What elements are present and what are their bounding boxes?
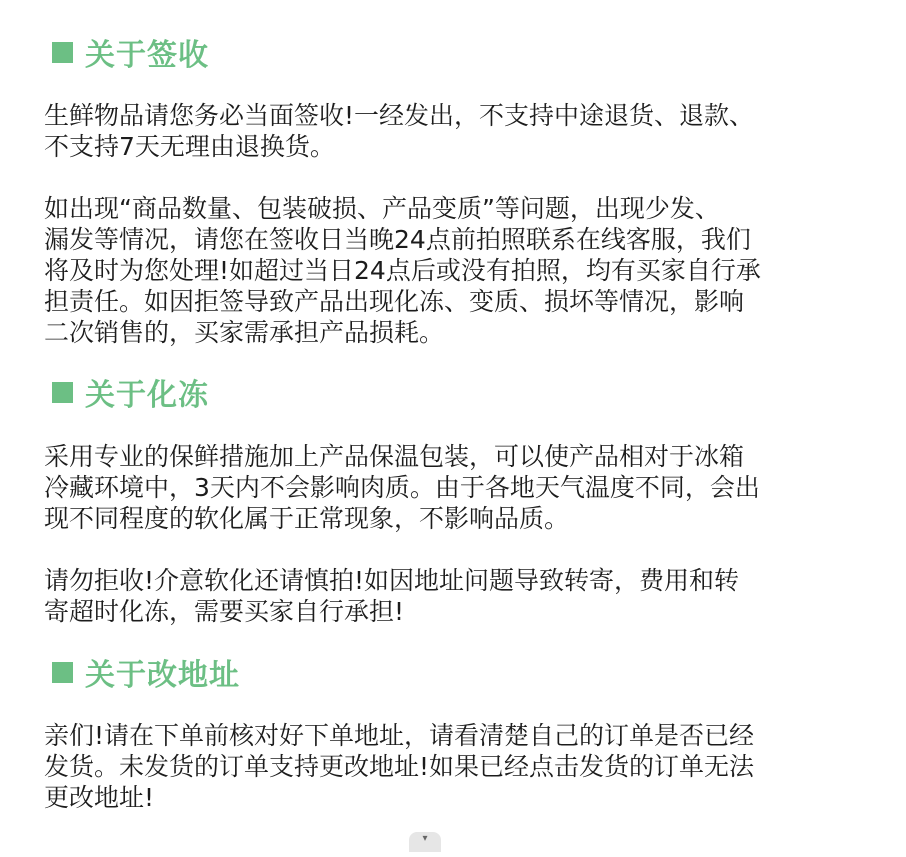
text-line: 现不同程度的软化属于正常现象，不影响品质。 [44, 504, 570, 533]
paragraph [44, 565, 844, 627]
text-line: 请勿拒收!介意软化还请慎拍!如因地址问题导致转寄，费用和转 [44, 566, 740, 595]
section-heading-address [52, 650, 240, 694]
scroll-down-button[interactable] [409, 832, 441, 852]
text-line: 如出现“商品数量、包装破损、产品变质”等问题，出现少发、 [44, 194, 720, 223]
text-line: 发货。未发货的订单支持更改地址!如果已经点击发货的订单无法 [44, 752, 755, 781]
paragraph [44, 193, 844, 348]
text-line: 不支持7天无理由退换货。 [44, 132, 335, 161]
square-bullet-icon [52, 662, 73, 683]
paragraph [44, 441, 844, 534]
text-line: 冷藏环境中，3天内不会影响肉质。由于各地天气温度不同，会出 [44, 473, 760, 502]
section-title: 关于化冻 [85, 378, 209, 413]
text-line: 采用专业的保鲜措施加上产品保温包装，可以使产品相对于冰箱 [44, 442, 745, 471]
text-line: 生鲜物品请您务必当面签收!一经发出，不支持中途退货、退款、 [44, 101, 755, 130]
text-line: 更改地址! [44, 783, 155, 812]
paragraph [44, 720, 844, 813]
text-line: 二次销售的，买家需承担产品损耗。 [44, 318, 445, 347]
section-title: 关于签收 [85, 38, 209, 73]
text-line: 担责任。如因拒签导致产品出现化冻、变质、损坏等情况，影响 [44, 287, 745, 316]
text-line: 亲们!请在下单前核对好下单地址，请看清楚自己的订单是否已经 [44, 721, 755, 750]
text-line: 寄超时化冻，需要买家自行承担! [44, 597, 405, 626]
section-heading-thawing [52, 370, 209, 414]
square-bullet-icon [52, 382, 73, 403]
section-title: 关于改地址 [85, 658, 240, 693]
text-line: 将及时为您处理!如超过当日24点后或没有拍照，均有买家自行承 [44, 256, 761, 285]
chevron-down-icon: ▾ [422, 833, 428, 844]
text-line: 漏发等情况，请您在签收日当晚24点前拍照联系在线客服，我们 [44, 225, 751, 254]
paragraph [44, 100, 844, 162]
section-heading-signing [52, 30, 209, 74]
square-bullet-icon [52, 42, 73, 63]
